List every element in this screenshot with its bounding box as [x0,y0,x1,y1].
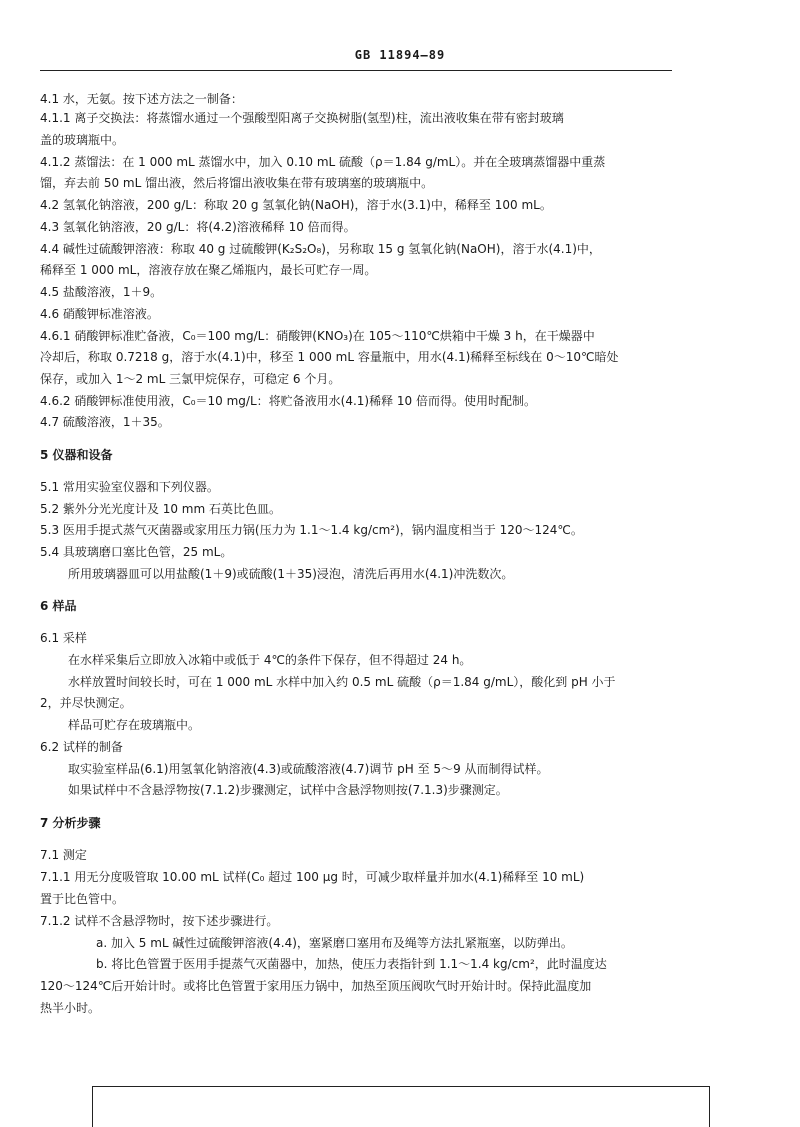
text-line: 样品可贮存在玻璃瓶中。 [68,718,201,732]
text-line: 如果试样中不含悬浮物按(7.1.2)步骤测定，试样中含悬浮物则按(7.1.3)步骤测定。 [68,783,508,797]
text-line: 2，并尽快测定。 [40,696,132,710]
text-line: 4.6.1 硝酸钾标准贮备液，C₀＝100 mg/L：硝酸钾(KNO₃)在 105～110℃烘箱中干燥 3 h，在干燥器中 [40,329,595,343]
text-line: 6.1 采样 [40,631,87,645]
text-line: 4.1 水，无氨。按下述方法之一制备： [40,92,243,106]
text-line: 稀释至 1 000 mL，溶液存放在聚乙烯瓶内，最长可贮存一周。 [40,263,377,277]
text-line: 5.1 常用实验室仪器和下列仪器。 [40,480,219,494]
section-heading: 7 分析步骤 [40,816,101,830]
text-line: 7.1.2 试样不含悬浮物时，按下述步骤进行。 [40,914,279,928]
footer-box [92,1086,710,1127]
text-line: 盖的玻璃瓶中。 [40,133,125,147]
text-line: 4.6.2 硝酸钾标准使用液，C₀＝10 mg/L：将贮备液用水(4.1)稀释 10 倍而得。使用时配制。 [40,394,537,408]
text-line: 在水样采集后立即放入冰箱中或低于 4℃的条件下保存，但不得超过 24 h。 [68,653,472,667]
text-line: 4.2 氢氧化钠溶液，200 g/L：称取 20 g 氢氧化钠(NaOH)，溶于水(3.1)中，稀释至 100 mL。 [40,198,552,212]
text-line: 保存，或加入 1～2 mL 三氯甲烷保存，可稳定 6 个月。 [40,372,341,386]
text-line: a. 加入 5 mL 碱性过硫酸钾溶液(4.4)，塞紧磨口塞用布及绳等方法扎紧瓶塞，以防弹出。 [96,936,573,950]
text-line: 7.1 测定 [40,848,87,862]
text-line: 5.4 具玻璃磨口塞比色管，25 mL。 [40,545,233,559]
text-line: 4.5 盐酸溶液，1＋9。 [40,285,163,299]
text-line: 馏，弃去前 50 mL 馏出液，然后将馏出液收集在带有玻璃塞的玻璃瓶中。 [40,176,434,190]
section-heading: 6 样品 [40,599,77,613]
text-line: 4.4 碱性过硫酸钾溶液：称取 40 g 过硫酸钾(K₂S₂O₈)，另称取 15 g 氢氧化钠(NaOH)，溶于水(4.1)中， [40,242,601,256]
text-line: 4.6 硝酸钾标准溶液。 [40,307,159,321]
text-line: 4.1.1 离子交换法：将蒸馏水通过一个强酸型阳离子交换树脂(氢型)柱，流出液收集在带有密封玻璃 [40,111,564,125]
text-line: 冷却后，称取 0.7218 g，溶于水(4.1)中，移至 1 000 mL 容量瓶中，用水(4.1)稀释至标线在 0～10℃暗处 [40,350,619,364]
text-line: 置于比色管中。 [40,892,125,906]
text-line: b. 将比色管置于医用手提蒸气灭菌器中，加热，使压力表指针到 1.1～1.4 kg/cm²，此时温度达 [96,957,607,971]
text-line: 5.2 紫外分光光度计及 10 mm 石英比色皿。 [40,502,281,516]
standard-number-header: GB 11894—89 [354,48,446,62]
section-heading: 5 仪器和设备 [40,448,113,462]
text-line: 7.1.1 用无分度吸管取 10.00 mL 试样(C₀ 超过 100 μg 时，可减少取样量并加水(4.1)稀释至 10 mL) [40,870,585,884]
text-line: 水样放置时间较长时，可在 1 000 mL 水样中加入约 0.5 mL 硫酸（ρ＝1.84 g/mL），酸化到 pH 小于 [68,675,616,689]
text-line: 4.7 硫酸溶液，1＋35。 [40,415,170,429]
header-rule [40,70,672,71]
text-line: 所用玻璃器皿可以用盐酸(1＋9)或硫酸(1＋35)浸泡，清洗后再用水(4.1)冲洗数次。 [68,567,514,581]
text-line: 热半小时。 [40,1001,101,1015]
text-line: 4.3 氢氧化钠溶液，20 g/L：将(4.2)溶液稀释 10 倍而得。 [40,220,356,234]
text-line: 取实验室样品(6.1)用氢氧化钠溶液(4.3)或硫酸溶液(4.7)调节 pH 至 5～9 从而制得试样。 [68,762,549,776]
text-line: 4.1.2 蒸馏法：在 1 000 mL 蒸馏水中，加入 0.10 mL 硫酸（ρ＝1.84 g/mL）。并在全玻璃蒸馏器中重蒸 [40,155,606,169]
text-line: 5.3 医用手提式蒸气灭菌器或家用压力锅(压力为 1.1～1.4 kg/cm²)，锅内温度相当于 120～124℃。 [40,523,583,537]
text-line: 120～124℃后开始计时。或将比色管置于家用压力锅中，加热至顶压阀吹气时开始计时。保持此温度加 [40,979,592,993]
text-line: 6.2 试样的制备 [40,740,123,754]
